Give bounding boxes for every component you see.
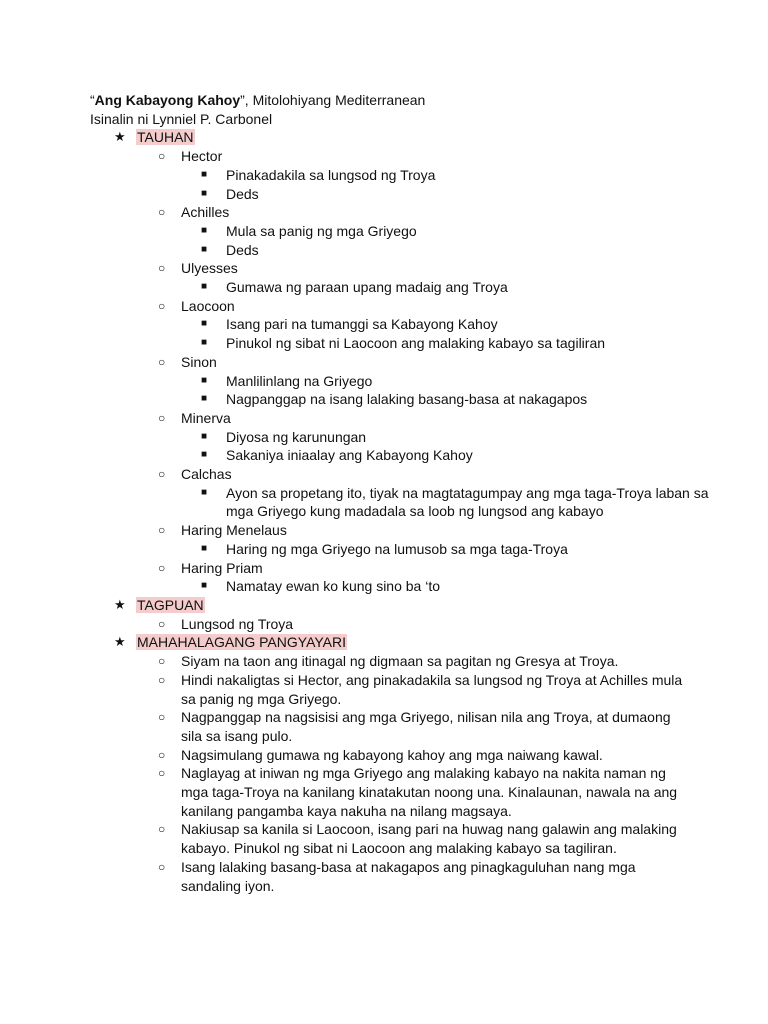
- section-pangyayari: [90, 633, 710, 652]
- document-title: Ang Kabayong Kahoy: [94, 92, 241, 108]
- list-item: [90, 652, 686, 671]
- list-item: [90, 428, 710, 447]
- list-item: [90, 465, 710, 484]
- list-item: [90, 372, 710, 391]
- circle-bullet-icon: ○: [158, 654, 166, 669]
- circle-bullet-icon: ○: [158, 467, 166, 482]
- character-note: Diyosa ng karunungan: [226, 428, 367, 445]
- square-bullet-icon: ■: [201, 374, 208, 386]
- list-item: [90, 746, 686, 765]
- character-note: Isang pari na tumanggi sa Kabayong Kahoy: [226, 316, 498, 333]
- square-bullet-icon: ■: [201, 486, 208, 498]
- document-title-line: [90, 91, 710, 110]
- character-note: Mula sa panig ng mga Griyego: [226, 222, 417, 239]
- character-list: [90, 147, 710, 596]
- title-suffix: ”, Mitolohiyang Mediterranean: [240, 92, 426, 108]
- list-item: [90, 297, 710, 316]
- circle-bullet-icon: ○: [158, 616, 166, 631]
- list-item: [90, 390, 710, 409]
- list-item: [90, 222, 710, 241]
- event-item: Isang lalaking basang-basa at nakagapos ang pinagkaguluhan nang mga sandaling iyon.: [181, 858, 636, 894]
- square-bullet-icon: ■: [201, 281, 208, 293]
- list-item: [90, 185, 710, 204]
- translator-line: Isinalin ni Lynniel P. Carbonel: [90, 110, 273, 127]
- list-item: [90, 858, 686, 895]
- character-name: Haring Priam: [181, 559, 263, 576]
- setting-list: [90, 615, 710, 634]
- circle-bullet-icon: ○: [158, 205, 166, 220]
- square-bullet-icon: ■: [201, 168, 208, 180]
- circle-bullet-icon: ○: [158, 354, 166, 369]
- circle-bullet-icon: ○: [158, 298, 166, 313]
- event-item: Nagpanggap na nagsisisi ang mga Griyego, nilisan nila ang Troya, at dumaong sila sa isang pulo.: [181, 709, 671, 744]
- character-note: Sakaniya iniaalay ang Kabayong Kahoy: [226, 447, 473, 464]
- character-name: Laocoon: [181, 297, 235, 314]
- list-item: [90, 615, 710, 634]
- document-page: [90, 91, 710, 895]
- character-note: Gumawa ng paraan upang madaig ang Troya: [226, 279, 508, 296]
- character-note: Deds: [226, 185, 259, 202]
- open-quote: “: [90, 92, 95, 108]
- event-item: Naglayag at iniwan ng mga Griyego ang malaking kabayo na nakita naman ng mga taga-Troya na kanilang kinatakutan noong una. Kinalaunan, nawala na ang kanilang pangamba kaya nakuha na nilang magsaya.: [181, 765, 678, 819]
- circle-bullet-icon: ○: [158, 560, 166, 575]
- event-item: Nagsimulang gumawa ng kabayong kahoy ang mga naiwang kawal.: [181, 746, 603, 763]
- square-bullet-icon: ■: [201, 430, 208, 442]
- square-bullet-icon: ■: [201, 393, 208, 405]
- section-heading: TAGPUAN: [137, 596, 204, 613]
- square-bullet-icon: ■: [201, 449, 208, 461]
- list-item: [90, 353, 710, 372]
- circle-bullet-icon: ○: [158, 523, 166, 538]
- event-item: Nakiusap sa kanila si Laocoon, isang pari na huwag nang galawin ang malaking kabayo. Pinukol ng sibat ni Laocoon ang malaking kabayo sa tagiliran.: [181, 821, 677, 857]
- list-item: [90, 278, 710, 297]
- section-heading: TAUHAN: [137, 129, 194, 146]
- list-item: [90, 577, 710, 596]
- square-bullet-icon: ■: [201, 187, 208, 199]
- circle-bullet-icon: ○: [158, 859, 166, 874]
- list-item: [90, 203, 710, 222]
- circle-bullet-icon: ○: [158, 747, 166, 762]
- star-bullet-icon: ★: [114, 596, 126, 612]
- list-item: [90, 820, 686, 857]
- character-name: Haring Menelaus: [181, 522, 287, 539]
- character-note: Ayon sa propetang ito, tiyak na magtatagumpay ang mga taga-Troya laban sa mga Griyego kung madadala sa loob ng lungsod ang kabayo: [226, 484, 709, 520]
- star-bullet-icon: ★: [114, 634, 126, 650]
- square-bullet-icon: ■: [201, 337, 208, 349]
- list-item: [90, 446, 710, 465]
- circle-bullet-icon: ○: [158, 410, 166, 425]
- character-note: Pinukol ng sibat ni Laocoon ang malaking kabayo sa tagiliran: [226, 335, 606, 352]
- list-item: [90, 241, 710, 260]
- character-note: Namatay ewan ko kung sino ba ‘to: [226, 578, 441, 595]
- list-item: [90, 764, 686, 820]
- circle-bullet-icon: ○: [158, 149, 166, 164]
- events-list: [90, 652, 710, 895]
- character-note: Haring ng mga Griyego na lumusob sa mga taga-Troya: [226, 540, 568, 557]
- section-tagpuan: [90, 596, 710, 615]
- list-item: [90, 671, 686, 708]
- list-item: [90, 259, 710, 278]
- star-bullet-icon: ★: [114, 129, 126, 145]
- square-bullet-icon: ■: [201, 318, 208, 330]
- list-item: [90, 521, 710, 540]
- square-bullet-icon: ■: [201, 542, 208, 554]
- list-item: [90, 540, 710, 559]
- square-bullet-icon: ■: [201, 243, 208, 255]
- square-bullet-icon: ■: [201, 224, 208, 236]
- character-name: Calchas: [181, 466, 232, 483]
- character-name: Minerva: [181, 409, 231, 426]
- list-item: [90, 147, 710, 166]
- circle-bullet-icon: ○: [158, 766, 166, 781]
- circle-bullet-icon: ○: [158, 261, 166, 276]
- circle-bullet-icon: ○: [158, 672, 166, 687]
- event-item: Hindi nakaligtas si Hector, ang pinakadakila sa lungsod ng Troya at Achilles mula sa panig ng mga Griyego.: [181, 671, 683, 707]
- event-item: Siyam na taon ang itinagal ng digmaan sa pagitan ng Gresya at Troya.: [181, 653, 619, 670]
- square-bullet-icon: ■: [201, 580, 208, 592]
- list-item: [90, 315, 710, 334]
- character-name: Achilles: [181, 204, 230, 221]
- character-note: Nagpanggap na isang lalaking basang-basa at nakagapos: [226, 391, 588, 408]
- list-item: [90, 334, 710, 353]
- character-name: Sinon: [181, 353, 217, 370]
- circle-bullet-icon: ○: [158, 822, 166, 837]
- setting-item: Lungsod ng Troya: [181, 615, 294, 632]
- list-item: [90, 166, 710, 185]
- character-note: Pinakadakila sa lungsod ng Troya: [226, 166, 436, 183]
- section-heading: MAHAHALAGANG PANGYAYARI: [137, 634, 347, 651]
- list-item: [90, 409, 710, 428]
- character-name: Hector: [181, 148, 223, 165]
- character-note: Manlilinlang na Griyego: [226, 372, 373, 389]
- list-item: [90, 484, 726, 521]
- character-note: Deds: [226, 241, 259, 258]
- character-name: Ulyesses: [181, 260, 238, 277]
- section-tauhan: [90, 128, 710, 147]
- list-item: [90, 708, 686, 745]
- circle-bullet-icon: ○: [158, 710, 166, 725]
- list-item: [90, 559, 710, 578]
